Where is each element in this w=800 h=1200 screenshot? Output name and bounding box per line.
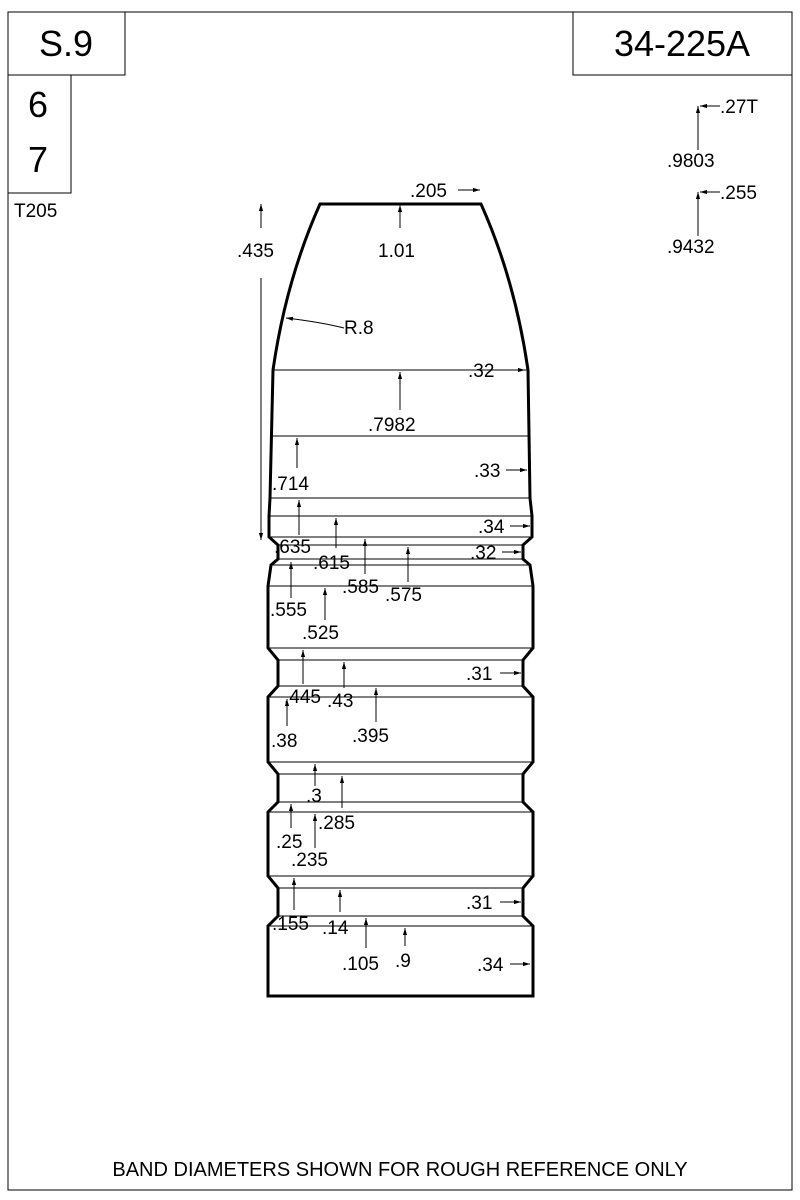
dim-285: .285 (318, 813, 355, 834)
callout-9432: .9432 (667, 237, 715, 258)
dim-7982: .7982 (368, 415, 416, 436)
dim-555: .555 (270, 600, 307, 621)
cavity-bottom: 7 (27, 139, 49, 180)
dim-nose-length: .435 (237, 241, 274, 262)
dimension-annotations (237, 181, 530, 976)
left-code: S.9 (38, 23, 94, 64)
dim-635: .635 (274, 537, 311, 558)
callout-9803: .9803 (667, 151, 715, 172)
dim-d3: .34 (478, 517, 505, 538)
dim-overall-length: 1.01 (378, 241, 415, 262)
dim-43: .43 (327, 691, 354, 712)
dim-d5: .31 (466, 664, 493, 685)
dim-105: .105 (342, 954, 379, 975)
dim-d6: .31 (466, 893, 493, 914)
dim-235: .235 (291, 850, 328, 871)
dim-38: .38 (271, 731, 298, 752)
dim-714: .714 (272, 474, 309, 495)
top-right-callouts (667, 97, 758, 258)
dim-d4: .32 (470, 543, 497, 564)
dim-d2: .33 (474, 461, 501, 482)
dim-585: .585 (342, 577, 379, 598)
dim-525: .525 (302, 623, 339, 644)
tag-label: T205 (14, 201, 58, 222)
dim-575: .575 (385, 585, 422, 606)
dim-d7: .34 (477, 955, 504, 976)
cavity-box (8, 75, 71, 193)
cavity-top: 6 (27, 84, 49, 125)
dim-25: .25 (276, 832, 303, 853)
dim-14: .14 (322, 918, 349, 939)
dim-9: .9 (395, 951, 411, 972)
dim-radius: R.8 (344, 318, 374, 339)
header-right-box (573, 12, 792, 75)
callout-27t: .27T (720, 97, 759, 118)
dim-155: .155 (272, 914, 309, 935)
dim-445: .445 (284, 687, 321, 708)
footer-note: BAND DIAMETERS SHOWN FOR ROUGH REFERENCE ONLY (112, 1159, 688, 1181)
dim-395: .395 (352, 726, 389, 747)
dim-615: .615 (313, 553, 350, 574)
dim-top-width: .205 (410, 181, 447, 202)
right-code: 34-225A (613, 23, 751, 64)
header-left-box (8, 12, 125, 75)
callout-255: .255 (720, 183, 757, 204)
dim-3: .3 (306, 786, 322, 807)
dim-d1: .32 (468, 361, 495, 382)
